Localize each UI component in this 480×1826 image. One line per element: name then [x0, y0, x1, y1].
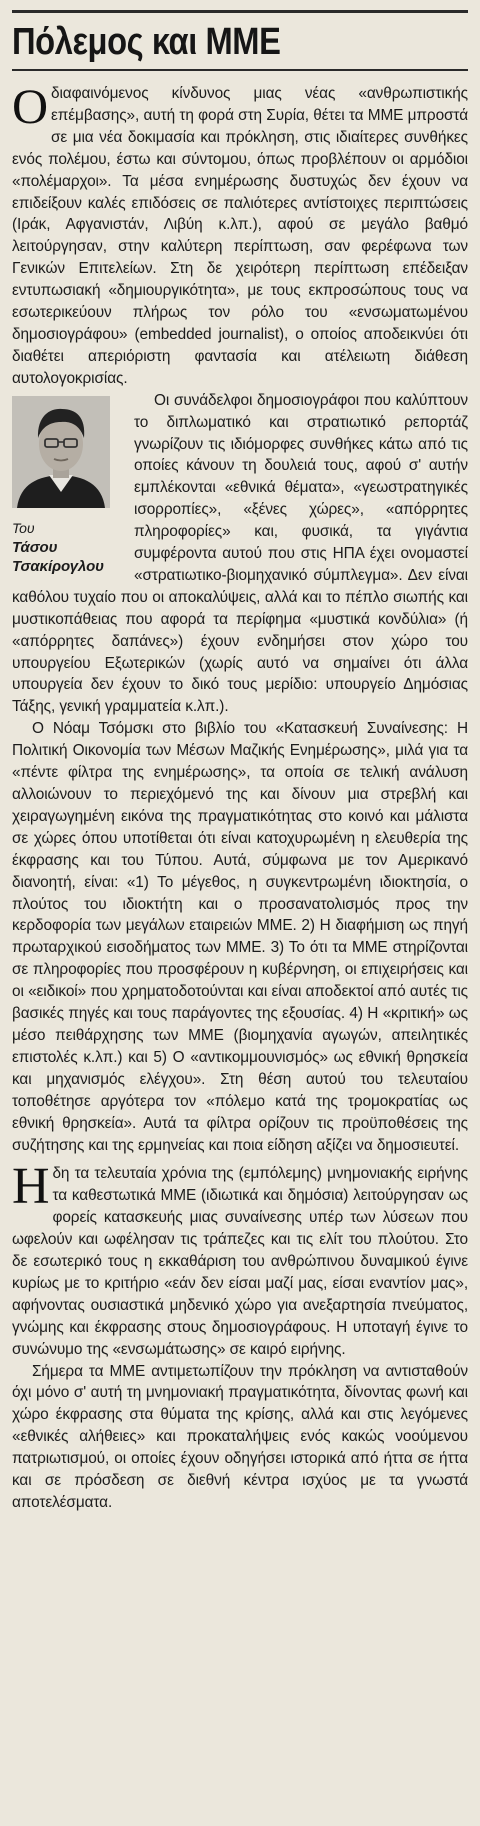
paragraph-3: Ο Νόαμ Τσόμσκι στο βιβλίο του «Κατασκευή Συναίνεσης: Η Πολιτική Οικονομία των Μέσων Μαζικής Ενημέρωσης», μιλά για τα «πέντε φίλτρα της ενημέρωσης», τα οποία σε τελική ανάλυση αλλοιώνουν το περιεχόμενό της και δίνουν μια στρεβλή και χειραγωγημένη εικόνα της πραγματικότητας στο κοινό και μάλιστα σε χώρες όπου υποτίθεται ότι είναι κατοχυρωμένη η ελευθερία της έκφρασης και του Τύπου. Αυτά, σύμφωνα με τον Αμερικανό διανοητή, είναι: «1) Το μέγεθος, η συγκεντρωμένη ιδιοκτησία, ο πλούτος του ιδιοκτήτη και ο προσανατολισμός προς την κερδοφορία των μεγάλων εταιρειών ΜΜΕ. 2) Η διαφήμιση ως πηγή πρωταρχικού εισοδήματος των ΜΜΕ. 3) Το ότι τα ΜΜΕ στηρίζονται σε πληροφορίες που προσφέρουν η κυβέρνηση, οι επιχειρήσεις και οι «ειδικοί» που χρηματοδοτούνται και είναι αποδεκτοί από αυτές τις βασικές πηγές και τους παράγοντες της εξουσίας. 4) Η «κριτική» ως μέσο πειθάρχησης των ΜΜΕ (βιομηχανία αγωγών, απειλητικές επιστολές κ.λπ.) και 5) Ο «αντικομμουνισμός» ως εθνική θρησκεία και μηχανισμός ελέγχου». Στη θέση αυτού του τελευταίου τοποθέτησε αργότερα τον «πόλεμο κατά της τρομοκρατίας ως εθνική θρησκεία». Αυτά τα φίλτρα ορίζουν τις προϋποθέσεις της συζήτησης και της ερμηνείας και ποια είδηση αξίζει να δημοσιευτεί. [12, 720, 468, 1154]
author-photo-icon [12, 396, 110, 508]
article-title: Πόλεμος και ΜΜΕ [12, 21, 281, 63]
article-body [12, 78, 468, 1514]
author-byline [12, 396, 122, 576]
paragraph-1-text: διαφαινόμενος κίνδυνος μιας νέας «ανθρωπιστικής επέμβασης», αυτή τη φορά στη Συρία, θέτει τα ΜΜΕ μπροστά σε μια νέα δοκιμασία και πρόκληση, στις ιδιαίτερες συνθήκες ενός πολέμου, έστω και σύντομου, όπως προβλέπουν οι αρμόδιοι «πολέμαρχοι». Τα μέσα ενημέρωσης δυστυχώς δεν έχουν να επιδείξουν καλές επιδόσεις σε παλιότερες αντίστοιχες περιπτώσεις (Ιράκ, Αφγανιστάν, Λιβύη κ.λπ.), αφού σε μεγάλο βαθμό λειτούργησαν, στην καλύτερη περίπτωση, σαν φερέφωνα των Γενικών Επιτελείων. Στη δε χειρότερη περίπτωση επέδειξαν εντυπωσιακή «δημιουργικότητα», με τους εκπροσώπους τους να εσωτερικεύουν πλήρως τον ρόλο του «ενσωματωμένου δημοσιογράφου» (embedded journalist), ο οποίος αποδεικνύει ότι διαθέτει απεριόριστη φαντασία και ατέλειωτη διάθεση αυτολογοκρισίας. [12, 85, 468, 387]
paragraph-2: Οι συνάδελφοι δημοσιογράφοι που καλύπτουν το διπλωματικό και στρατιωτικό ρεπορτάζ γνωρίζουν τις ιδιόμορφες συνθήκες κάτω από τις οποίες κάνουν τη δουλειά τους, αφού σ' αυτήν εμπλέκονται «εθνικά θέματα», «γεωστρατηγικές ισορροπίες», «ξένες χώρες», «απόρρητες πληροφορίες» και, φυσικά, τα γιγάντια συμφέροντα αυτού που στις ΗΠΑ έχει ονομαστεί «στρατιωτικο-βιομηχανικό σύμπλεγμα». Δεν είναι καθόλου τυχαίο που οι αποκαλύψεις, αλλά και το πέπλο σιωπής και μυστικοπάθειας που αφορά τα περίφημα «μυστικά κονδύλια» (ή «απόρρητες δαπάνες») έχουν ενδημήσει στον χώρο του υπουργείου Εξωτερικών (χωρίς αυτό να σημαίνει ότι άλλα υπουργεία δεν έχουν το δικό τους μερίδιο: υπουργείο Δημόσιας Τάξης, γενική γραμματεία κ.λπ.). [12, 391, 468, 716]
drop-cap: Ο [12, 78, 49, 134]
paragraph-4-text: δη τα τελευταία χρόνια της (εμπόλεμης) μνημονιακής ειρήνης τα καθεστωτικά ΜΜΕ (ιδιωτικά και δημόσια) λειτούργησαν ως φορείς κατασκευής μιας συναίνεσης υπέρ των λύσεων που ωφελούν και ωφέλησαν τις τράπεζες και τις ελίτ του πλούτου. Στο δε εσωτερικό τους η εκκαθάριση του ανθρώπινου δυναμικού έγινε κυρίως με το κριτήριο «εάν δεν είσαι μαζί μας, είσαι εναντίον μας», αφήνοντας ουσιαστικά μηδενικό χώρο για ανεξαρτησία πνεύματος, γνώμης και έκφρασης στους δημοσιογράφους. Η υποταγή έγινε το συνώνυμο της «ενσωμάτωσης» σε καιρό ειρήνης. [12, 1165, 468, 1358]
author-photo [12, 396, 110, 508]
author-last-name: Τσακίρογλου [12, 557, 104, 575]
top-rule [12, 10, 468, 13]
title-rule [12, 69, 468, 71]
author-first-name: Τάσου [12, 538, 58, 556]
paragraph-5: Σήμερα τα ΜΜΕ αντιμετωπίζουν την πρόκληση να αντισταθούν όχι μόνο σ' αυτή τη μνημονιακή πραγματικότητα, δίνοντας φωνή και χώρο έκφρασης στα θύματα της κρίσης, αλλά και στις λεγόμενες «εθνικές αλήθειες» και προκαταλήψεις ενός κακώς νοούμενου πατριωτισμού, οι οποίες έχουν οδηγήσει ιστορικά από ήττα σε ήττα και σε πρόσδεση σε διεθνή κέντρα ισχύος με τα γνωστά αποτελέσματα. [12, 1362, 468, 1511]
paragraph-1 [12, 78, 468, 390]
drop-cap-2: Η [12, 1158, 50, 1216]
byline-prefix: Του [12, 519, 35, 536]
paragraph-4 [12, 1158, 468, 1360]
section-gap [12, 1156, 468, 1163]
